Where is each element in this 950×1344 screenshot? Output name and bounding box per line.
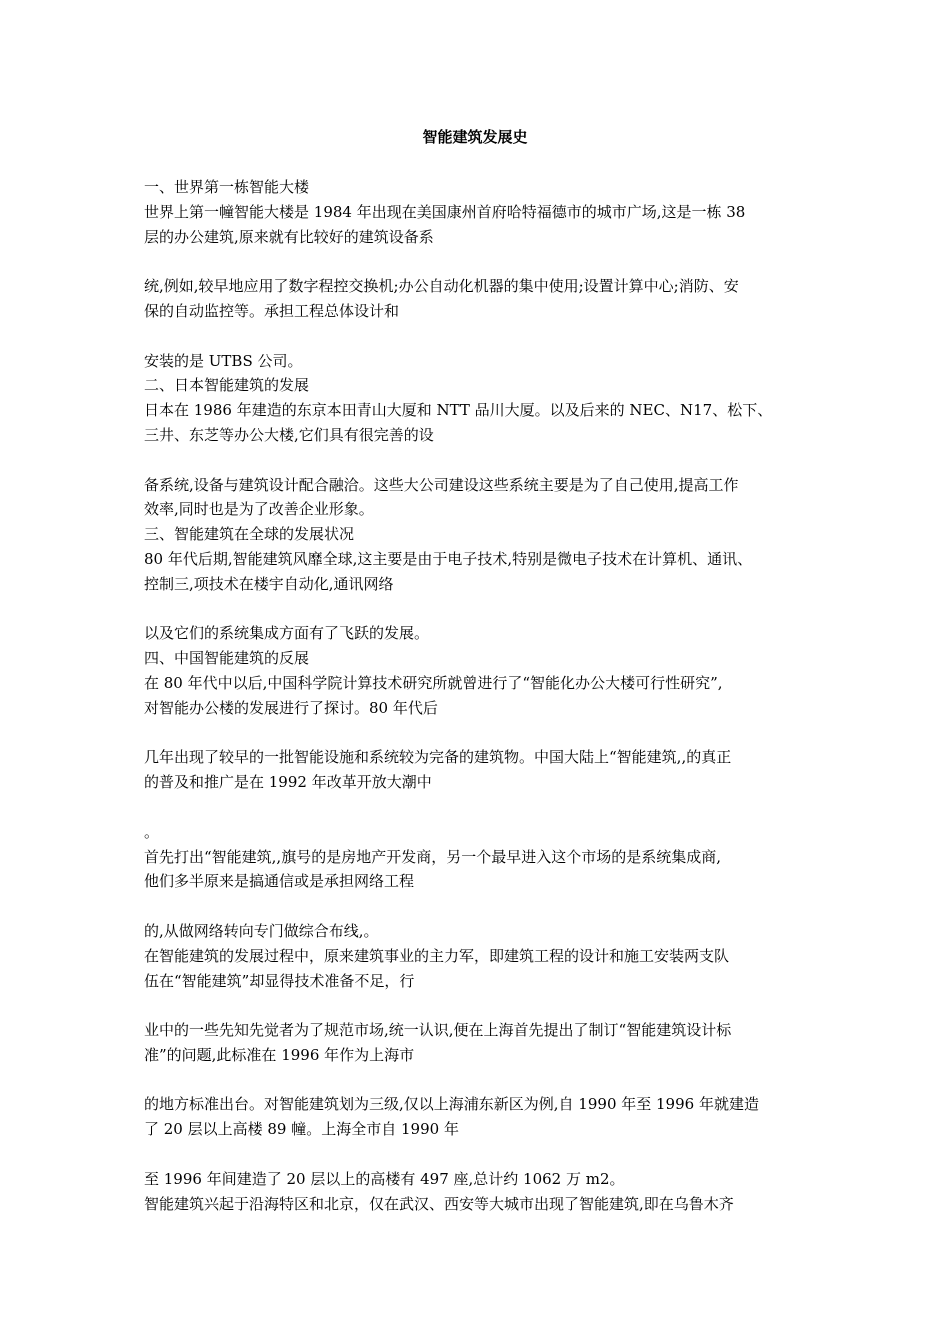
text-line: 统,例如,较早地应用了数字程控交换机;办公自动化机器的集中使用;设置计算中心;消防、安 (144, 277, 739, 296)
text-line: 效率,同时也是为了改善企业形象。 (144, 500, 374, 519)
text-line: 的地方标准出台。对智能建筑划为三级,仅以上海浦东新区为例,自 1990 年至 1996 年就建造 (144, 1095, 759, 1114)
blank-line (144, 324, 824, 349)
text-line: 几年出现了较早的一批智能设施和系统较为完备的建筑物。中国大陆上“智能建筑,,的真正 (144, 748, 732, 767)
text-line: 80 年代后期,智能建筑风靡全球,这主要是由于电子技术,特别是微电子技术在计算机、通讯、 (144, 549, 753, 568)
text-line: 智能建筑兴起于沿海特区和北京，仅在武汉、西安等大城市出现了智能建筑,即在乌鲁木齐 (144, 1194, 734, 1213)
text-line: 层的办公建筑,原来就有比较好的建筑设备系 (144, 227, 434, 246)
text-line: 四、中国智能建筑的反展 (144, 649, 310, 668)
text-line: 以及它们的系统集成方面有了飞跃的发展。 (144, 624, 430, 643)
blank-line (144, 448, 824, 473)
text-line: 一、世界第一栋智能大楼 (144, 178, 310, 196)
text-line: 的,从做网络转向专门做综合布线,。 (144, 921, 379, 940)
blank-line (144, 1142, 824, 1167)
blank-line (144, 721, 824, 746)
text-line: 世界上第一幢智能大楼是 1984 年出现在美国康州首府哈特福德市的城市广场,这是一栋 38 (144, 202, 746, 221)
text-line: 控制三,项技术在楼宇自动化,通讯网络 (144, 574, 394, 593)
text-line: 安装的是 UTBS 公司。 (144, 351, 303, 370)
text-line: 准”的问题,此标准在 1996 年作为上海市 (144, 1045, 415, 1064)
text-line: 在智能建筑的发展过程中，原来建筑事业的主力军，即建筑工程的设计和施工安装两支队 (144, 946, 730, 965)
text-line: 首先打出“智能建筑,,旗号的是房地产开发商，另一个最早进入这个市场的是系统集成商, (144, 847, 721, 866)
text-line: 在 80 年代中以后,中国科学院计算技术研究所就曾进行了“智能化办公大楼可行性研究”, (144, 673, 723, 692)
text-line: 三井、东芝等办公大楼,它们具有很完善的设 (144, 425, 434, 444)
document-title: 智能建筑发展史 (422, 128, 528, 146)
blank-line (144, 1068, 824, 1093)
text-line: 保的自动监控等。承担工程总体设计和 (144, 301, 400, 320)
text-line: 二、日本智能建筑的发展 (144, 376, 310, 395)
text-line: 三、智能建筑在全球的发展状况 (144, 525, 355, 544)
blank-line (144, 894, 824, 919)
blank-line (144, 795, 824, 820)
blank-line (144, 597, 824, 622)
text-line: 了 20 层以上高楼 89 幢。上海全市自 1990 年 (144, 1120, 459, 1139)
blank-line (144, 249, 824, 274)
document-body (144, 175, 824, 1216)
text-line: 业中的一些先知先觉者为了规范市场,统一认识,便在上海首先提出了制订“智能建筑设计标 (144, 1021, 732, 1040)
text-line: 对智能办公楼的发展进行了探讨。80 年代后 (144, 698, 438, 717)
text-line: 。 (144, 822, 160, 841)
text-line: 伍在“智能建筑”却显得技术准备不足，行 (144, 971, 415, 990)
blank-line (144, 993, 824, 1018)
text-line: 日本在 1986 年建造的东京本田青山大厦和 NTT 品川大厦。以及后来的 NEC、N17、松下、 (144, 401, 773, 420)
text-line: 至 1996 年间建造了 20 层以上的高楼有 497 座,总计约 1062 万 m2。 (144, 1169, 625, 1188)
text-line: 备系统,设备与建筑设计配合融洽。这些大公司建设这些系统主要是为了自己使用,提高工作 (144, 475, 739, 494)
text-line: 的普及和推广是在 1992 年改革开放大潮中 (144, 773, 432, 792)
text-line: 他们多半原来是搞通信或是承担网络工程 (144, 872, 415, 891)
